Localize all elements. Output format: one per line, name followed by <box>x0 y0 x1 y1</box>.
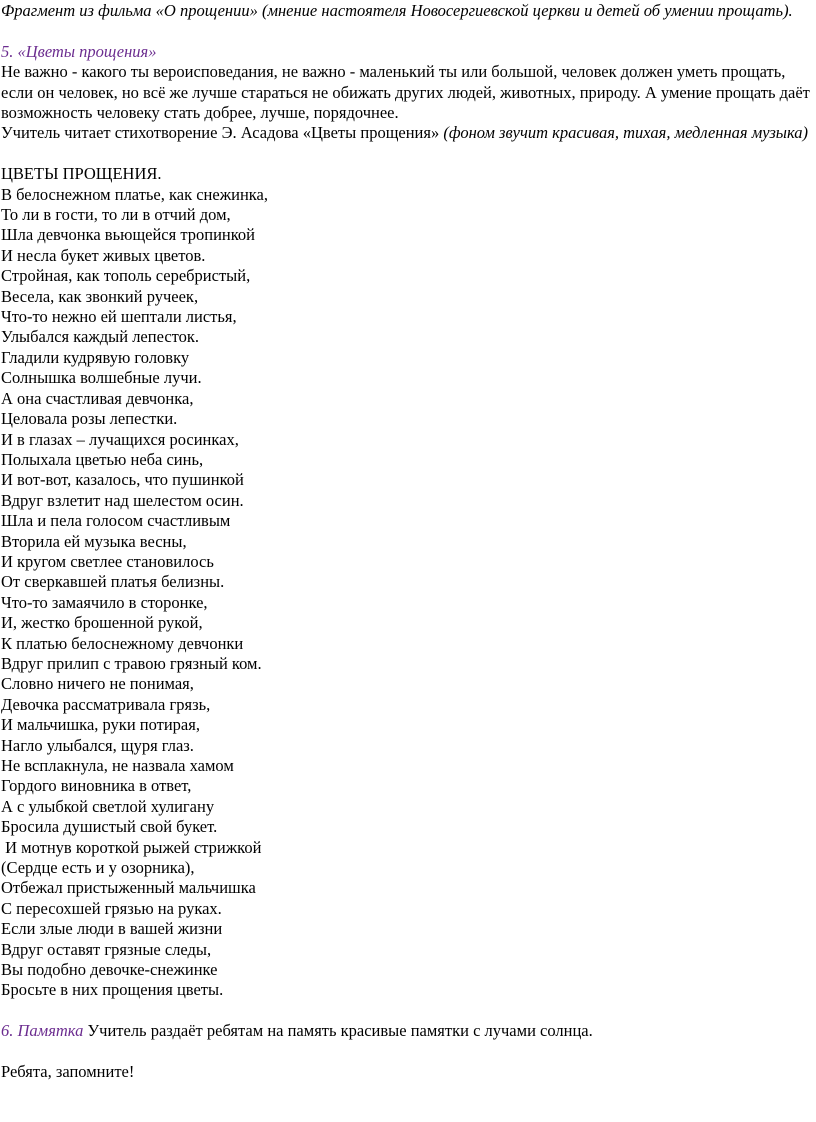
blank-line <box>1 144 816 164</box>
poem-line: Отбежал пристыженный мальчишка <box>1 878 256 898</box>
poem-line: Нагло улыбался, щуря глаз. <box>1 735 194 755</box>
poem-line: Девочка рассматривала грязь, <box>1 694 211 714</box>
poem-line: Солнышка волшебные лучи. <box>1 368 202 388</box>
poem-line: А с улыбкой светлой хулигану <box>1 796 215 816</box>
poem-title: ЦВЕТЫ ПРОЩЕНИЯ. <box>1 164 162 184</box>
section-5-paragraph: Не важно - какого ты вероисповедания, не важно - маленький ты или большой, человек должен уметь прощать, если он человек, но всё же лучше стараться не обижать других людей, животных, природу. А умение прощать даёт возможность человеку стать добрее, лучше, порядочнее. <box>1 62 810 123</box>
poem-line: Весела, как звонкий ручеек, <box>1 286 199 306</box>
blank-line <box>1 1042 816 1062</box>
poem-line: Вдруг прилип с травою грязный ком. <box>1 653 262 673</box>
section-6-heading: 6. Памятка <box>1 1021 84 1041</box>
poem-line: И вот-вот, казалось, что пушинкой <box>1 470 244 490</box>
blank-line <box>1 21 816 41</box>
poem-line: И несла букет живых цветов. <box>1 245 206 265</box>
poem-line: Что-то замаячило в сторонке, <box>1 592 208 612</box>
poem-line: От сверкавшей платья белизны. <box>1 572 225 592</box>
poem-line: Не всплакнула, не назвала хамом <box>1 756 234 775</box>
poem <box>1 164 816 1001</box>
poem-line: В белоснежном платье, как снежинка, <box>1 184 268 204</box>
poem-line: А она счастливая девчонка, <box>1 388 194 408</box>
poem-lines <box>1 185 816 1001</box>
poem-line: Словно ничего не понимая, <box>1 674 194 694</box>
poem-line: И мальчишка, руки потирая, <box>1 715 200 735</box>
poem-line: Бросила душистый свой букет. <box>1 817 218 837</box>
poem-line: Если злые люди в вашей жизни <box>1 919 223 939</box>
section-5 <box>1 42 816 144</box>
poem-line: С пересохшей грязью на руках. <box>1 898 222 918</box>
poem-line: Вы подобно девочке-снежинке <box>1 960 218 980</box>
poem-line: И, жестко брошенной рукой, <box>1 613 203 633</box>
teacher-line: Учитель читает стихотворение Э. Асадова «Цветы прощения» <box>1 123 444 143</box>
poem-line: К платью белоснежному девчонки <box>1 633 244 653</box>
section-5-heading: 5. «Цветы прощения» <box>1 41 157 61</box>
teacher-instruction <box>1 123 816 143</box>
poem-line: Что-то нежно ей шептали листья, <box>1 307 237 327</box>
poem-line: Стройная, как тополь серебристый, <box>1 266 251 286</box>
section-6 <box>1 1021 816 1041</box>
poem-line: И кругом светлее становилось <box>1 551 214 571</box>
poem-line: То ли в гости, то ли в отчий дом, <box>1 205 231 225</box>
teacher-note: (фоном звучит красивая, тихая, медленная музыка) <box>443 123 809 143</box>
poem-line: Шла и пела голосом счастливым <box>1 511 231 531</box>
section-6-text: Учитель раздаёт ребятам на память красивые памятки с лучами солнца. <box>83 1021 593 1041</box>
poem-line: Вдруг оставят грязные следы, <box>1 939 212 959</box>
poem-line: Гордого виновника в ответ, <box>1 776 192 796</box>
poem-line: Бросьте в них прощения цветы. <box>1 980 224 1000</box>
poem-line: Улыбался каждый лепесток. <box>1 327 200 347</box>
poem-line: Шла девчонка вьющейся тропинкой <box>1 225 256 245</box>
poem-line: (Сердце есть и у озорника), <box>1 858 195 878</box>
poem-line: И мотнув короткой рыжей стрижкой <box>1 837 262 857</box>
intro-text: Фрагмент из фильма «О прощении» (мнение настоятеля Новосергиевской церкви и детей об умении прощать). <box>1 1 793 20</box>
poem-line: Вторила ей музыка весны, <box>1 531 187 551</box>
closing-text: Ребята, запомните! <box>1 1062 135 1082</box>
poem-line: И в глазах – лучащихся росинках, <box>1 429 239 449</box>
poem-line: Вдруг взлетит над шелестом осин. <box>1 490 244 510</box>
poem-line: Полыхала цветью неба синь, <box>1 449 204 469</box>
poem-line: Гладили кудрявую головку <box>1 347 190 367</box>
blank-line <box>1 1001 816 1021</box>
poem-line: Целовала розы лепестки. <box>1 409 178 429</box>
